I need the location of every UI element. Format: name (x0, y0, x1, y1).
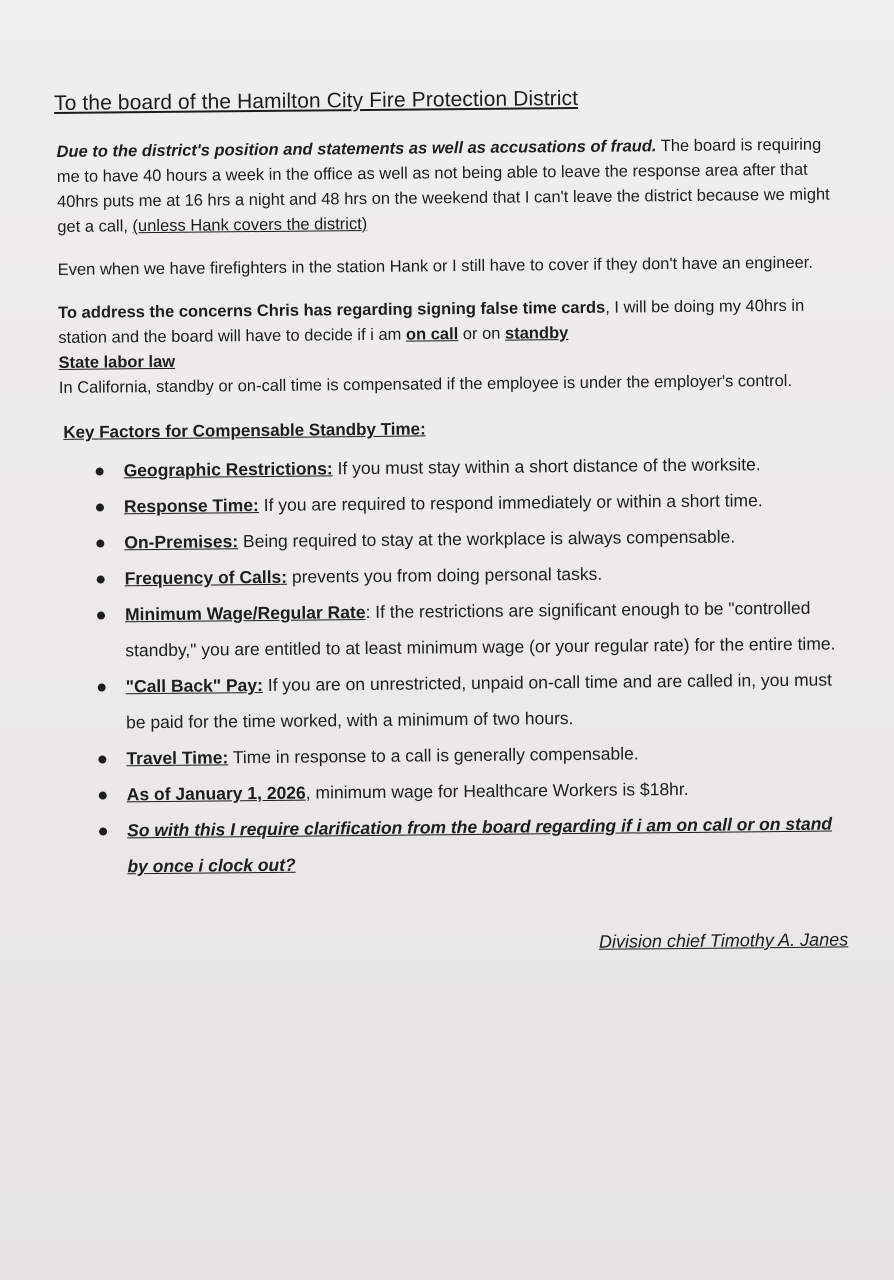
paragraph-fraud (56, 132, 843, 240)
factor-text: : If the restrictions are significant enough to be "controlled standby," you are entitled to at least minimum wage (or your regular rate) for the entire time. (125, 597, 836, 661)
standby-term: standby (504, 324, 569, 343)
factors-list (93, 445, 849, 884)
factor-text: Being required to stay at the workplace is always compensable. (238, 526, 736, 552)
paragraph-fraud-underlined: (unless Hank covers the district) (132, 214, 368, 236)
letter-title: To the board of the Hamilton City Fire Protection District (53, 86, 579, 115)
factor-label: On-Premises: (124, 531, 239, 553)
state-labor-law-text: In California, standby or on-call time is compensated if the employee is under the employer's control. (58, 371, 793, 397)
factor-text: If you are on unrestricted, unpaid on-call time and are called in, you must be paid for the time worked, with a minimum of two hours. (125, 669, 833, 733)
factor-text: , minimum wage for Healthcare Workers is $18hr. (305, 778, 689, 803)
factor-text: Time in response to a call is generally compensable. (228, 743, 639, 768)
paragraph-fraud-text: The board is requiring me to have 40 hours a week in the office as well as not being able to leave the response area after that 40hrs puts me at 16 hrs a night and 48 hrs on the weekend that I can't leave the district because we might get a call, (56, 135, 830, 236)
factor-text: prevents you from doing personal tasks. (286, 563, 603, 587)
factor-text: If you are required to respond immediately or within a short time. (258, 490, 763, 516)
factor-label: Geographic Restrictions: (123, 458, 333, 481)
letter-body (52, 84, 850, 958)
factor-label: Response Time: (123, 495, 259, 517)
paragraph-time-cards (58, 293, 844, 351)
paragraph-time-cards-or: or on (458, 324, 506, 344)
factor-label: Minimum Wage/Regular Rate (124, 602, 366, 625)
factors-heading: Key Factors for Compensable Standby Time: (63, 419, 426, 442)
paragraph-cover: Even when we have firefighters in the station Hank or I still have to cover if they don't have an engineer. (57, 253, 814, 279)
factor-label: As of January 1, 2026 (126, 782, 306, 805)
list-item (96, 661, 849, 740)
signature: Division chief Timothy A. Janes (598, 929, 849, 952)
factor-label: Frequency of Calls: (124, 566, 288, 589)
list-item (95, 589, 848, 668)
factor-text: If you must stay within a short distance of the worksite. (332, 454, 761, 479)
final-request: So with this I require clarification from the board regarding if i am on call or on stand by once i clock out? (126, 813, 833, 877)
list-item (97, 805, 850, 884)
factor-label: Travel Time: (126, 747, 229, 769)
paragraph-time-cards-text: , I will be doing my 40hrs in station and the board will have to decide if i am (58, 296, 805, 347)
state-labor-law-heading-text: State labor law (58, 352, 176, 372)
paragraph-time-cards-lead: To address the concerns Chris has regarding signing false time cards (58, 298, 606, 322)
paragraph-fraud-lead: Due to the district's position and statements as well as accusations of fraud. (56, 137, 657, 161)
factor-label: "Call Back" Pay: (125, 675, 264, 697)
on-call-term: on call (405, 325, 459, 344)
